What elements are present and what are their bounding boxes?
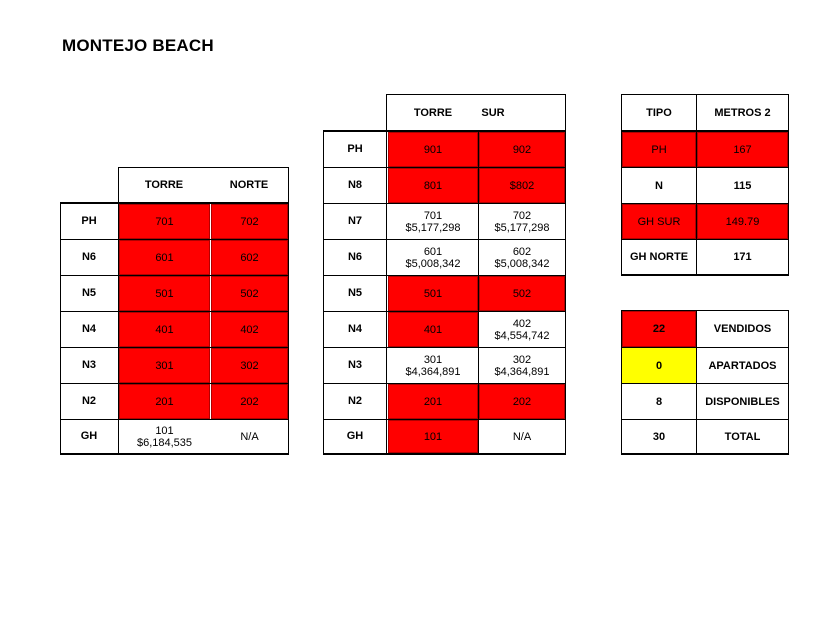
grid-line bbox=[60, 347, 288, 348]
grid-line bbox=[621, 383, 789, 384]
unit-cell: 201 bbox=[388, 384, 478, 419]
grid-line bbox=[696, 310, 697, 455]
grid-line bbox=[696, 94, 697, 276]
header-sur: SUR bbox=[481, 107, 505, 119]
row-label: PH bbox=[347, 143, 363, 155]
unit-cell: 101 bbox=[388, 420, 478, 453]
row-label: N5 bbox=[81, 287, 97, 299]
header-torre: TORRE bbox=[413, 107, 453, 119]
unit-number: 701 bbox=[423, 209, 443, 222]
apartados-label: APARTADOS bbox=[708, 359, 777, 372]
header-torre: TORRE bbox=[144, 179, 184, 191]
grid-line bbox=[60, 202, 288, 204]
unit-price: $4,364,891 bbox=[405, 365, 461, 378]
unit-cell bbox=[479, 204, 565, 239]
grid-line bbox=[323, 419, 566, 420]
grid-line bbox=[323, 167, 566, 168]
header-tipo: TIPO bbox=[646, 107, 672, 119]
row-label: N4 bbox=[81, 323, 97, 335]
unit-price: $4,364,891 bbox=[494, 365, 550, 378]
metros-cell: 171 bbox=[733, 251, 752, 263]
unit-price: $5,008,342 bbox=[405, 257, 461, 270]
unit-cell: 501 bbox=[119, 276, 210, 311]
grid-line bbox=[323, 383, 566, 384]
grid-line bbox=[118, 167, 288, 168]
unit-cell: 801 bbox=[388, 168, 478, 203]
grid-line bbox=[621, 94, 622, 276]
grid-line bbox=[621, 310, 622, 455]
vendidos-label: VENDIDOS bbox=[713, 323, 772, 335]
unit-cell: 301 bbox=[119, 348, 210, 383]
unit-price: $4,554,742 bbox=[494, 329, 550, 342]
grid-line bbox=[621, 274, 789, 276]
row-label: N4 bbox=[347, 323, 363, 335]
total-label: TOTAL bbox=[724, 430, 761, 443]
unit-cell: 402 bbox=[211, 312, 288, 347]
grid-line bbox=[323, 203, 566, 204]
unit-cell: 902 bbox=[479, 132, 565, 167]
tipo-cell: GH SUR bbox=[622, 204, 696, 239]
disponibles-count: 8 bbox=[655, 395, 663, 408]
grid-line bbox=[323, 453, 566, 455]
grid-line bbox=[788, 94, 789, 276]
unit-cell: 202 bbox=[211, 384, 288, 419]
row-label: PH bbox=[81, 215, 97, 227]
unit-cell: N/A bbox=[240, 430, 259, 443]
unit-cell bbox=[479, 312, 565, 347]
unit-cell: 401 bbox=[119, 312, 210, 347]
unit-number: 602 bbox=[512, 245, 532, 258]
unit-cell bbox=[479, 240, 565, 275]
row-label: GH bbox=[346, 430, 364, 442]
grid-line bbox=[621, 419, 789, 420]
tipo-cell: GH NORTE bbox=[629, 251, 689, 263]
unit-price: $6,184,535 bbox=[136, 436, 193, 449]
unit-number: 601 bbox=[423, 245, 443, 258]
grid-line bbox=[621, 203, 789, 204]
grid-line bbox=[621, 310, 789, 311]
row-label: N2 bbox=[347, 395, 363, 407]
grid-line bbox=[323, 275, 566, 276]
unit-cell bbox=[119, 420, 210, 453]
grid-line bbox=[621, 130, 789, 132]
row-label: N2 bbox=[81, 395, 97, 407]
grid-line bbox=[60, 383, 288, 384]
row-label: N3 bbox=[347, 359, 363, 371]
metros-cell: 167 bbox=[697, 132, 788, 167]
grid-line bbox=[323, 130, 566, 132]
unit-number: 302 bbox=[512, 353, 532, 366]
apartados-count: 0 bbox=[622, 348, 696, 383]
grid-line bbox=[788, 310, 789, 455]
unit-cell: 702 bbox=[211, 204, 288, 239]
grid-line bbox=[323, 311, 566, 312]
unit-price: $5,177,298 bbox=[494, 221, 550, 234]
unit-number: 101 bbox=[155, 424, 174, 437]
tipo-cell: N bbox=[655, 179, 663, 192]
row-label: N5 bbox=[347, 287, 363, 299]
row-label: GH bbox=[80, 430, 98, 442]
grid-line bbox=[386, 94, 387, 455]
row-label: N3 bbox=[81, 359, 97, 371]
unit-cell: 701 bbox=[119, 204, 210, 239]
unit-cell: 501 bbox=[388, 276, 478, 311]
total-count: 30 bbox=[652, 430, 666, 443]
unit-cell: N/A bbox=[512, 430, 532, 443]
unit-cell: 401 bbox=[388, 312, 478, 347]
grid-line bbox=[118, 167, 119, 455]
grid-line bbox=[323, 239, 566, 240]
grid-line bbox=[323, 130, 324, 455]
unit-number: 301 bbox=[423, 353, 443, 366]
grid-line bbox=[621, 453, 789, 455]
grid-line bbox=[478, 130, 479, 455]
grid-line bbox=[621, 167, 789, 168]
unit-cell: 901 bbox=[388, 132, 478, 167]
metros-cell: 149.79 bbox=[697, 204, 788, 239]
grid-line bbox=[565, 94, 566, 455]
header-metros: METROS 2 bbox=[714, 107, 771, 119]
grid-line bbox=[60, 202, 61, 455]
page-title: MONTEJO BEACH bbox=[62, 36, 214, 55]
unit-cell bbox=[388, 204, 478, 239]
grid-line bbox=[323, 347, 566, 348]
unit-price: $5,008,342 bbox=[494, 257, 550, 270]
grid-line bbox=[621, 347, 789, 348]
grid-line bbox=[60, 311, 288, 312]
unit-cell: 602 bbox=[211, 240, 288, 275]
grid-line bbox=[288, 167, 289, 455]
metros-cell: 115 bbox=[733, 179, 752, 192]
unit-cell: 502 bbox=[479, 276, 565, 311]
unit-cell bbox=[479, 348, 565, 383]
unit-cell: $802 bbox=[479, 168, 565, 203]
unit-number: 702 bbox=[512, 209, 532, 222]
header-norte: NORTE bbox=[229, 179, 269, 191]
unit-cell: 202 bbox=[479, 384, 565, 419]
unit-cell: 201 bbox=[119, 384, 210, 419]
unit-number: 402 bbox=[512, 317, 532, 330]
grid-line bbox=[621, 239, 789, 240]
unit-cell bbox=[388, 348, 478, 383]
row-label: N6 bbox=[81, 251, 97, 263]
grid-line bbox=[386, 94, 565, 95]
unit-cell: 302 bbox=[211, 348, 288, 383]
tipo-cell: PH bbox=[622, 132, 696, 167]
grid-line bbox=[60, 275, 288, 276]
row-label: N7 bbox=[347, 215, 363, 227]
grid-line bbox=[60, 419, 288, 420]
grid-line bbox=[60, 239, 288, 240]
row-label: N6 bbox=[347, 251, 363, 263]
row-label: N8 bbox=[347, 179, 363, 191]
unit-cell bbox=[388, 240, 478, 275]
disponibles-label: DISPONIBLES bbox=[705, 395, 780, 408]
unit-cell: 601 bbox=[119, 240, 210, 275]
unit-price: $5,177,298 bbox=[405, 221, 461, 234]
grid-line bbox=[621, 94, 789, 95]
grid-line bbox=[60, 453, 288, 455]
unit-cell: 502 bbox=[211, 276, 288, 311]
vendidos-count: 22 bbox=[622, 311, 696, 347]
